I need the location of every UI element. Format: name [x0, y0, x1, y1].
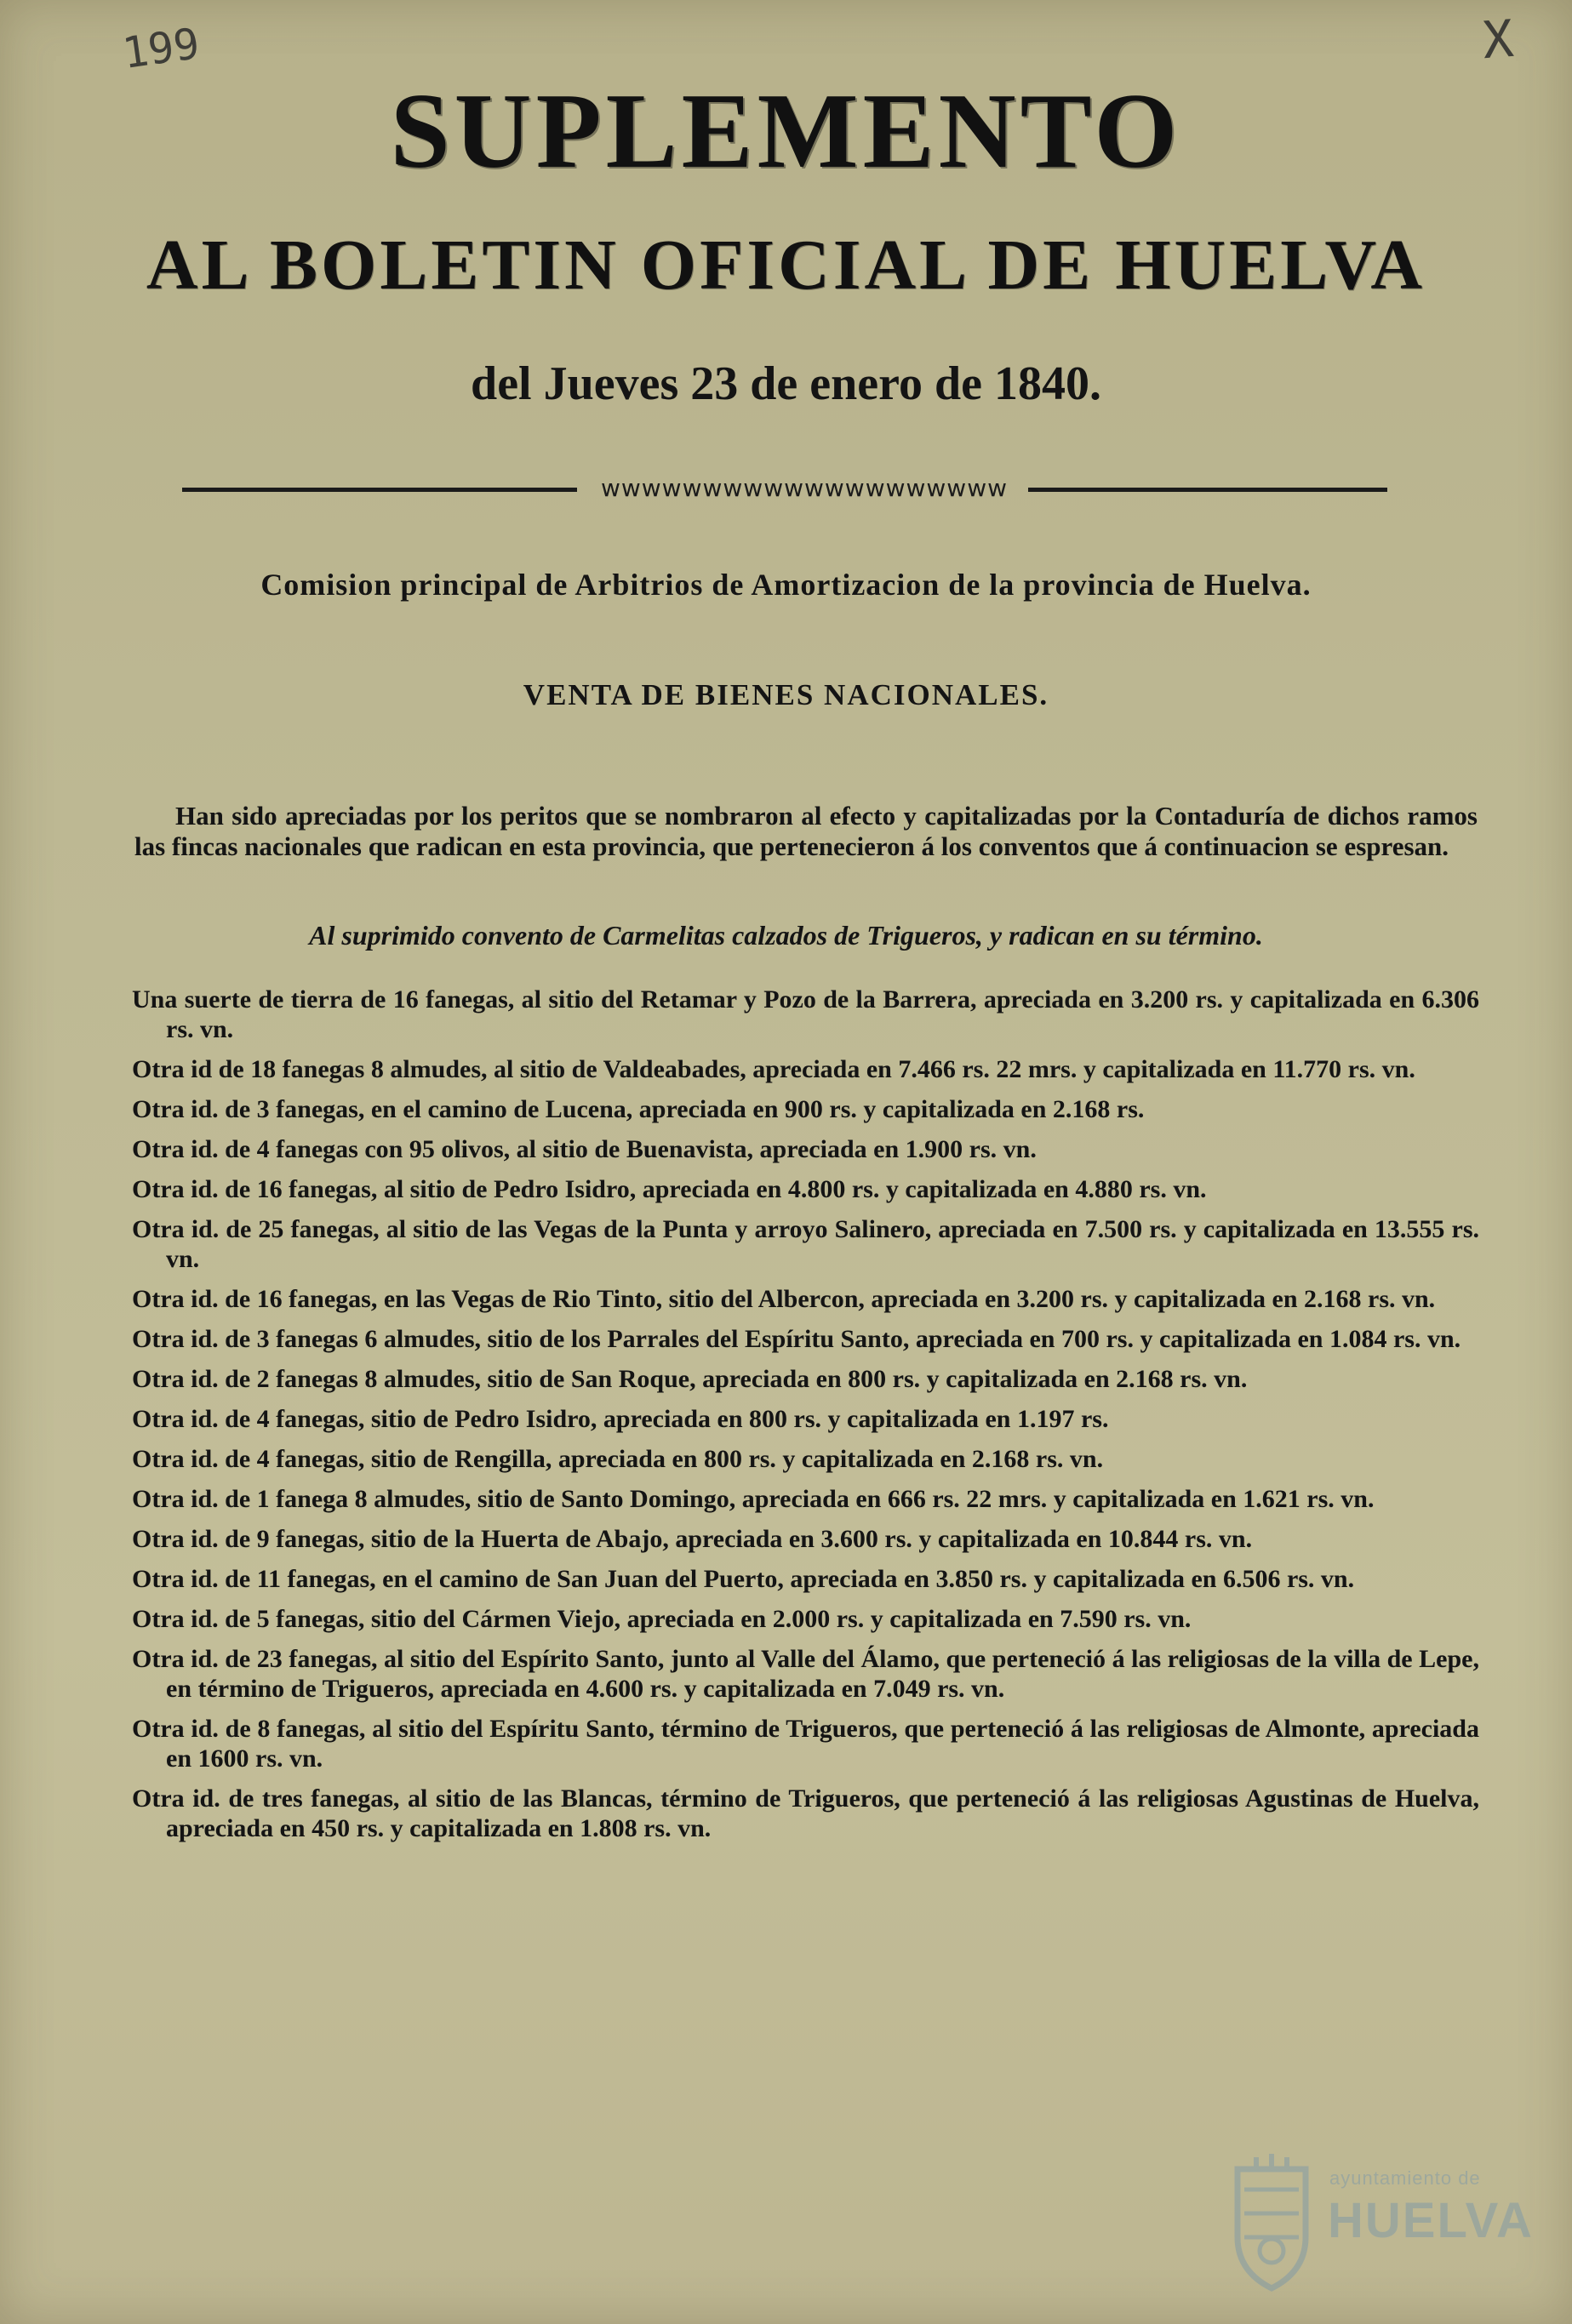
- intro-paragraph: Han sido apreciadas por los peritos que se nombraron al efecto y capitalizadas por la Contaduría de dichos ramos las fincas nacionales que radican en esta provincia, que pertenecieron á los conventos que á continuacion se espresan.: [134, 801, 1478, 861]
- convent-heading: Al suprimido convento de Carmelitas calzados de Trigueros, y radican en su término.: [309, 920, 1263, 951]
- property-entry: Otra id. de 1 fanega 8 almudes, sitio de Santo Domingo, apreciada en 666 rs. 22 mrs. y capitalizada en 1.621 rs. vn.: [132, 1485, 1375, 1513]
- property-entry: Otra id. de 4 fanegas, sitio de Rengilla, apreciada en 800 rs. y capitalizada en 2.168 rs. vn.: [132, 1445, 1104, 1473]
- page-number-annotation: 199: [119, 18, 203, 79]
- city-watermark: [1224, 2152, 1534, 2298]
- decorative-rule-left: [182, 488, 577, 492]
- property-entry: Otra id. de 4 fanegas, sitio de Pedro Isidro, apreciada en 800 rs. y capitalizada en 1.197 rs.: [132, 1405, 1109, 1433]
- property-entry: Otra id. de 9 fanegas, sitio de la Huerta de Abajo, apreciada en 3.600 rs. y capitalizada en 10.844 rs. vn.: [132, 1525, 1253, 1553]
- property-entry: Otra id. de 16 fanegas, en las Vegas de Rio Tinto, sitio del Albercon, apreciada en 3.200 rs. y capitalizada en 2.168 rs. vn.: [132, 1285, 1436, 1313]
- property-entry: Otra id. de 3 fanegas, en el camino de Lucena, apreciada en 900 rs. y capitalizada en 2.168 rs.: [132, 1095, 1145, 1123]
- property-list: [132, 985, 1479, 1853]
- decorative-rule-right: [1028, 488, 1387, 492]
- property-entry: Otra id de 18 fanegas 8 almudes, al sitio de Valdeabades, apreciada en 7.466 rs. 22 mrs. y capitalizada en 11.770 rs. vn.: [132, 1055, 1415, 1083]
- property-entry: Otra id. de 4 fanegas con 95 olivos, al sitio de Buenavista, apreciada en 1.900 rs. vn.: [132, 1135, 1037, 1163]
- document-subtitle: AL BOLETIN OFICIAL DE HUELVA: [146, 226, 1426, 305]
- property-entry: Otra id. de 8 fanegas, al sitio del Espíritu Santo, término de Trigueros, que perteneció á las religiosas de Almonte, apreciada en 1600 rs. vn.: [132, 1715, 1479, 1773]
- property-entry: Otra id. de 25 fanegas, al sitio de las Vegas de la Punta y arroyo Salinero, apreciada en 7.500 rs. y capitalizada en 13.555 rs. vn.: [132, 1215, 1479, 1273]
- watermark-city: HUELVA: [1328, 2193, 1534, 2248]
- decorative-ornament: wwwwwwwwwwwwwwwwwwww: [600, 474, 1008, 502]
- property-entry: Otra id. de 23 fanegas, al sitio del Espírito Santo, junto al Valle del Álamo, que perteneció á las religiosas de la villa de Lepe, en término de Trigueros, apreciada en 4.600 rs. y capitalizada en 7.049 rs. vn.: [132, 1645, 1479, 1703]
- property-entry: Otra id. de 16 fanegas, al sitio de Pedro Isidro, apreciada en 4.800 rs. y capitalizada en 4.880 rs. vn.: [132, 1175, 1207, 1203]
- handwritten-mark: X: [1480, 9, 1516, 71]
- watermark-label: ayuntamiento de: [1329, 2167, 1481, 2189]
- sale-heading: VENTA DE BIENES NACIONALES.: [523, 678, 1049, 711]
- crest-icon: [1224, 2152, 1319, 2292]
- property-entry: Otra id. de 5 fanegas, sitio del Cármen Viejo, apreciada en 2.000 rs. y capitalizada en 7.590 rs. vn.: [132, 1605, 1192, 1633]
- property-entry: Otra id. de tres fanegas, al sitio de las Blancas, término de Trigueros, que perteneció á las religiosas Agustinas de Huelva, apreciada en 450 rs. y capitalizada en 1.808 rs. vn.: [132, 1784, 1479, 1842]
- document-title: SUPLEMENTO: [390, 72, 1182, 191]
- publication-date: del Jueves 23 de enero de 1840.: [471, 357, 1101, 410]
- property-entry: Otra id. de 11 fanegas, en el camino de San Juan del Puerto, apreciada en 3.850 rs. y capitalizada en 6.506 rs. vn.: [132, 1565, 1355, 1593]
- property-entry: Una suerte de tierra de 16 fanegas, al sitio del Retamar y Pozo de la Barrera, apreciada en 3.200 rs. y capitalizada en 6.306 rs. vn.: [132, 985, 1479, 1043]
- commission-heading: Comision principal de Arbitrios de Amortizacion de la provincia de Huelva.: [260, 568, 1312, 602]
- property-entry: Otra id. de 3 fanegas 6 almudes, sitio de los Parrales del Espíritu Santo, apreciada en 700 rs. y capitalizada en 1.084 rs. vn.: [132, 1325, 1461, 1353]
- property-entry: Otra id. de 2 fanegas 8 almudes, sitio de San Roque, apreciada en 800 rs. y capitalizada en 2.168 rs. vn.: [132, 1365, 1248, 1393]
